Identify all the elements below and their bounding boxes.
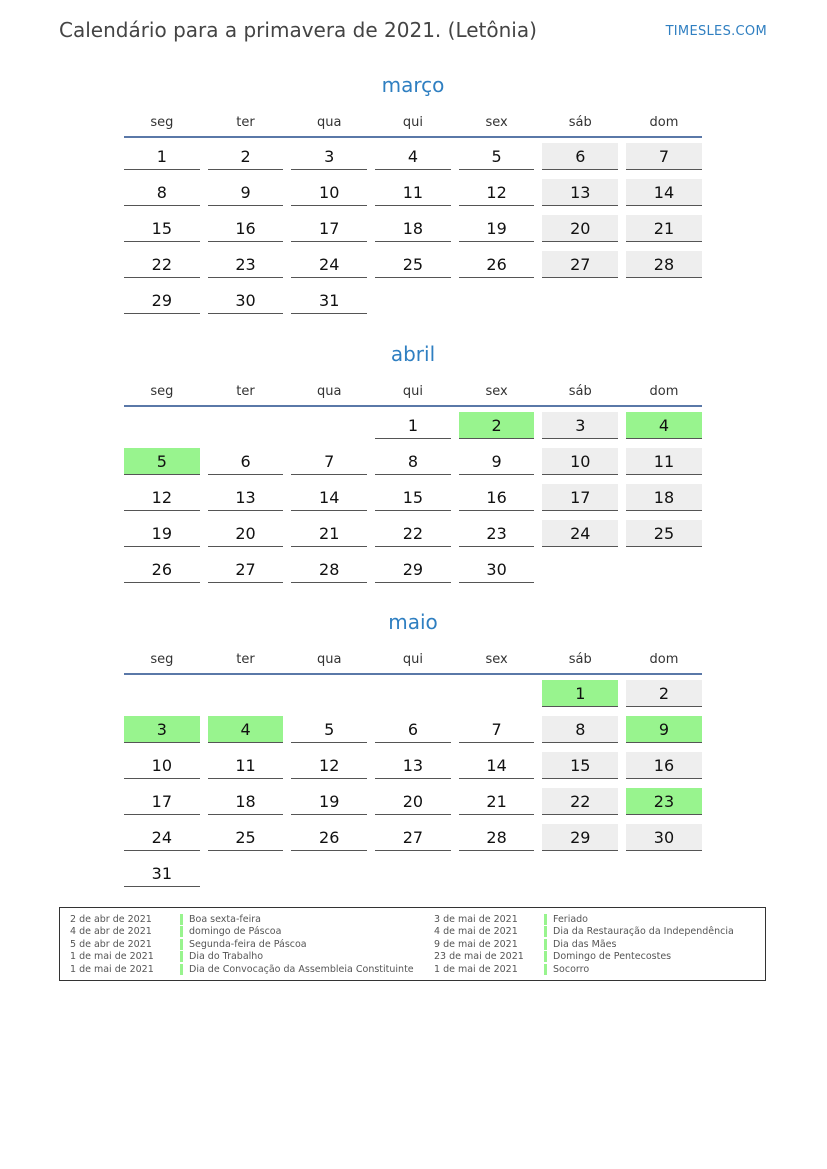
day-number: 8 bbox=[542, 716, 618, 743]
day-number: 19 bbox=[124, 520, 200, 547]
weekday-label: ter bbox=[236, 652, 255, 667]
month-name: março bbox=[381, 73, 445, 97]
empty-cell bbox=[287, 407, 371, 443]
legend-date: 5 de abr de 2021 bbox=[70, 938, 152, 950]
legend-holiday-name: Domingo de Pentecostes bbox=[553, 951, 672, 963]
day-cell bbox=[538, 819, 622, 855]
day-number: 29 bbox=[124, 287, 200, 314]
day-number: 20 bbox=[375, 788, 451, 815]
day-cell bbox=[204, 210, 288, 246]
day-cell bbox=[371, 174, 455, 210]
day-number: 5 bbox=[291, 716, 367, 743]
day-cell bbox=[371, 246, 455, 282]
empty-cell bbox=[204, 675, 288, 711]
legend-date: 3 de mai de 2021 bbox=[434, 913, 518, 925]
day-cell bbox=[622, 407, 706, 443]
day-number: 6 bbox=[375, 716, 451, 743]
day-cell bbox=[622, 246, 706, 282]
day-cell bbox=[120, 819, 204, 855]
weekday-label: seg bbox=[150, 115, 174, 130]
day-cell bbox=[204, 515, 288, 551]
day-cell bbox=[371, 138, 455, 174]
day-cell bbox=[455, 711, 539, 747]
day-number: 6 bbox=[208, 448, 284, 475]
empty-cell bbox=[287, 675, 371, 711]
weekday-header bbox=[120, 641, 706, 667]
legend-column-left bbox=[60, 913, 414, 976]
day-cell bbox=[371, 443, 455, 479]
legend-date: 23 de mai de 2021 bbox=[434, 951, 524, 963]
day-number: 3 bbox=[124, 716, 200, 743]
day-cell bbox=[120, 551, 204, 587]
day-cell bbox=[120, 282, 204, 318]
day-number: 12 bbox=[291, 752, 367, 779]
day-cell bbox=[204, 783, 288, 819]
day-cell bbox=[455, 783, 539, 819]
day-cell bbox=[204, 819, 288, 855]
day-number: 27 bbox=[542, 251, 618, 278]
day-number: 13 bbox=[542, 179, 618, 206]
day-cell bbox=[120, 138, 204, 174]
day-cell bbox=[120, 174, 204, 210]
legend-date: 4 de mai de 2021 bbox=[434, 926, 518, 938]
day-number: 23 bbox=[459, 520, 535, 547]
legend-date: 2 de abr de 2021 bbox=[70, 913, 152, 925]
day-number: 24 bbox=[124, 824, 200, 851]
day-number: 29 bbox=[375, 556, 451, 583]
legend-row bbox=[60, 926, 414, 939]
day-number: 11 bbox=[208, 752, 284, 779]
legend-row bbox=[60, 963, 414, 976]
day-cell bbox=[622, 675, 706, 711]
weekday-label: sáb bbox=[568, 652, 592, 667]
day-cell bbox=[120, 855, 204, 891]
day-grid bbox=[120, 407, 706, 587]
day-number: 19 bbox=[459, 215, 535, 242]
day-cell bbox=[120, 210, 204, 246]
legend-row bbox=[424, 938, 734, 951]
day-cell bbox=[455, 515, 539, 551]
day-cell bbox=[622, 174, 706, 210]
month-1 bbox=[120, 339, 706, 587]
day-number: 23 bbox=[626, 788, 702, 815]
holiday-color-marker bbox=[180, 914, 183, 925]
day-cell bbox=[371, 783, 455, 819]
day-number: 21 bbox=[459, 788, 535, 815]
day-number: 14 bbox=[291, 484, 367, 511]
day-number: 22 bbox=[375, 520, 451, 547]
day-cell bbox=[371, 479, 455, 515]
day-number: 16 bbox=[459, 484, 535, 511]
day-number: 16 bbox=[626, 752, 702, 779]
day-number: 19 bbox=[291, 788, 367, 815]
day-number: 28 bbox=[291, 556, 367, 583]
day-number: 28 bbox=[459, 824, 535, 851]
empty-cell bbox=[120, 407, 204, 443]
day-number: 15 bbox=[124, 215, 200, 242]
day-number: 15 bbox=[542, 752, 618, 779]
weekday-label: qui bbox=[402, 652, 423, 667]
day-grid bbox=[120, 675, 706, 891]
day-number: 24 bbox=[542, 520, 618, 547]
holiday-legend bbox=[59, 907, 766, 981]
day-cell bbox=[204, 443, 288, 479]
day-cell bbox=[538, 479, 622, 515]
day-number: 1 bbox=[124, 143, 200, 170]
legend-row bbox=[60, 938, 414, 951]
day-number: 21 bbox=[291, 520, 367, 547]
day-cell bbox=[287, 819, 371, 855]
legend-row bbox=[60, 913, 414, 926]
day-number: 2 bbox=[459, 412, 535, 439]
day-cell bbox=[204, 282, 288, 318]
legend-row bbox=[424, 926, 734, 939]
day-number: 8 bbox=[124, 179, 200, 206]
legend-row bbox=[424, 913, 734, 926]
day-number: 7 bbox=[459, 716, 535, 743]
day-cell bbox=[622, 783, 706, 819]
empty-cell bbox=[120, 675, 204, 711]
day-grid bbox=[120, 138, 706, 318]
brand-link[interactable]: TIMESLES.COM bbox=[665, 24, 767, 39]
day-number: 25 bbox=[375, 251, 451, 278]
legend-holiday-name: Dia de Convocação da Assembleia Constituinte bbox=[189, 963, 414, 975]
day-cell bbox=[120, 443, 204, 479]
day-number: 30 bbox=[208, 287, 284, 314]
legend-holiday-name: Dia do Trabalho bbox=[189, 951, 264, 963]
day-cell bbox=[371, 747, 455, 783]
day-cell bbox=[371, 551, 455, 587]
legend-date: 1 de mai de 2021 bbox=[434, 963, 518, 975]
day-number: 18 bbox=[375, 215, 451, 242]
day-number: 11 bbox=[375, 179, 451, 206]
weekday-header bbox=[120, 373, 706, 399]
day-cell bbox=[622, 479, 706, 515]
holiday-color-marker bbox=[180, 964, 183, 975]
day-number: 2 bbox=[208, 143, 284, 170]
day-number: 3 bbox=[542, 412, 618, 439]
day-number: 14 bbox=[459, 752, 535, 779]
day-number: 28 bbox=[626, 251, 702, 278]
legend-row bbox=[60, 951, 414, 964]
weekday-label: dom bbox=[649, 115, 679, 130]
day-number: 15 bbox=[375, 484, 451, 511]
day-number: 7 bbox=[291, 448, 367, 475]
day-number: 22 bbox=[124, 251, 200, 278]
day-number: 11 bbox=[626, 448, 702, 475]
day-number: 17 bbox=[291, 215, 367, 242]
day-cell bbox=[287, 783, 371, 819]
day-cell bbox=[287, 174, 371, 210]
day-number: 18 bbox=[208, 788, 284, 815]
day-cell bbox=[287, 747, 371, 783]
day-cell bbox=[120, 711, 204, 747]
day-cell bbox=[287, 282, 371, 318]
day-cell bbox=[455, 819, 539, 855]
holiday-color-marker bbox=[180, 926, 183, 937]
day-cell bbox=[371, 711, 455, 747]
day-number: 31 bbox=[124, 860, 200, 887]
day-number: 5 bbox=[124, 448, 200, 475]
day-cell bbox=[455, 174, 539, 210]
day-number: 30 bbox=[626, 824, 702, 851]
day-cell bbox=[204, 174, 288, 210]
day-number: 20 bbox=[542, 215, 618, 242]
day-number: 10 bbox=[124, 752, 200, 779]
weekday-label: ter bbox=[236, 384, 255, 399]
day-cell bbox=[120, 783, 204, 819]
day-cell bbox=[622, 819, 706, 855]
day-number: 9 bbox=[208, 179, 284, 206]
day-cell bbox=[204, 138, 288, 174]
day-cell bbox=[538, 783, 622, 819]
day-number: 26 bbox=[459, 251, 535, 278]
day-number: 21 bbox=[626, 215, 702, 242]
month-name: maio bbox=[388, 610, 438, 634]
weekday-label: seg bbox=[150, 384, 174, 399]
day-cell bbox=[287, 210, 371, 246]
day-cell bbox=[538, 174, 622, 210]
day-cell bbox=[371, 515, 455, 551]
day-number: 25 bbox=[208, 824, 284, 851]
legend-row bbox=[424, 963, 734, 976]
holiday-color-marker bbox=[180, 939, 183, 950]
legend-holiday-name: Boa sexta-feira bbox=[189, 913, 261, 925]
day-number: 8 bbox=[375, 448, 451, 475]
day-cell bbox=[120, 515, 204, 551]
day-cell bbox=[538, 747, 622, 783]
weekday-label: sáb bbox=[568, 115, 592, 130]
day-cell bbox=[622, 210, 706, 246]
day-cell bbox=[204, 479, 288, 515]
day-cell bbox=[455, 138, 539, 174]
weekday-label: sex bbox=[485, 115, 508, 130]
day-number: 26 bbox=[291, 824, 367, 851]
day-cell bbox=[538, 443, 622, 479]
legend-holiday-name: Socorro bbox=[553, 963, 590, 975]
day-number: 13 bbox=[208, 484, 284, 511]
day-number: 16 bbox=[208, 215, 284, 242]
day-cell bbox=[371, 407, 455, 443]
weekday-label: qua bbox=[316, 652, 342, 667]
day-number: 29 bbox=[542, 824, 618, 851]
day-number: 25 bbox=[626, 520, 702, 547]
day-number: 5 bbox=[459, 143, 535, 170]
day-number: 4 bbox=[626, 412, 702, 439]
day-cell bbox=[287, 551, 371, 587]
day-cell bbox=[622, 747, 706, 783]
day-number: 23 bbox=[208, 251, 284, 278]
day-number: 1 bbox=[375, 412, 451, 439]
day-cell bbox=[538, 515, 622, 551]
legend-date: 4 de abr de 2021 bbox=[70, 926, 152, 938]
day-cell bbox=[287, 443, 371, 479]
day-cell bbox=[455, 551, 539, 587]
day-number: 1 bbox=[542, 680, 618, 707]
weekday-header bbox=[120, 104, 706, 130]
day-cell bbox=[287, 479, 371, 515]
weekday-label: qua bbox=[316, 115, 342, 130]
day-cell bbox=[455, 246, 539, 282]
month-2 bbox=[120, 607, 706, 891]
day-cell bbox=[287, 515, 371, 551]
day-cell bbox=[455, 407, 539, 443]
day-number: 4 bbox=[208, 716, 284, 743]
weekday-label: dom bbox=[649, 652, 679, 667]
empty-cell bbox=[204, 407, 288, 443]
day-cell bbox=[538, 210, 622, 246]
day-cell bbox=[287, 711, 371, 747]
legend-holiday-name: domingo de Páscoa bbox=[189, 926, 282, 938]
month-0 bbox=[120, 70, 706, 318]
weekday-label: sex bbox=[485, 384, 508, 399]
legend-holiday-name: Segunda-feira de Páscoa bbox=[189, 938, 307, 950]
day-cell bbox=[622, 515, 706, 551]
day-number: 22 bbox=[542, 788, 618, 815]
day-cell bbox=[455, 479, 539, 515]
day-cell bbox=[120, 479, 204, 515]
weekday-label: qui bbox=[402, 384, 423, 399]
day-number: 30 bbox=[459, 556, 535, 583]
holiday-color-marker bbox=[544, 926, 547, 937]
day-cell bbox=[204, 551, 288, 587]
holiday-color-marker bbox=[544, 964, 547, 975]
day-number: 27 bbox=[375, 824, 451, 851]
day-number: 7 bbox=[626, 143, 702, 170]
day-number: 12 bbox=[459, 179, 535, 206]
day-number: 4 bbox=[375, 143, 451, 170]
holiday-color-marker bbox=[544, 939, 547, 950]
day-number: 24 bbox=[291, 251, 367, 278]
day-number: 31 bbox=[291, 287, 367, 314]
day-cell bbox=[204, 747, 288, 783]
day-cell bbox=[204, 711, 288, 747]
day-number: 26 bbox=[124, 556, 200, 583]
day-number: 20 bbox=[208, 520, 284, 547]
day-number: 10 bbox=[542, 448, 618, 475]
empty-cell bbox=[455, 675, 539, 711]
weekday-label: ter bbox=[236, 115, 255, 130]
day-cell bbox=[622, 138, 706, 174]
weekday-label: sex bbox=[485, 652, 508, 667]
day-cell bbox=[287, 138, 371, 174]
day-number: 13 bbox=[375, 752, 451, 779]
weekday-label: sáb bbox=[568, 384, 592, 399]
day-number: 12 bbox=[124, 484, 200, 511]
empty-cell bbox=[371, 675, 455, 711]
holiday-color-marker bbox=[544, 951, 547, 962]
day-cell bbox=[538, 138, 622, 174]
day-number: 9 bbox=[626, 716, 702, 743]
day-number: 18 bbox=[626, 484, 702, 511]
legend-row bbox=[424, 951, 734, 964]
day-number: 2 bbox=[626, 680, 702, 707]
weekday-label: qua bbox=[316, 384, 342, 399]
weekday-label: dom bbox=[649, 384, 679, 399]
day-number: 10 bbox=[291, 179, 367, 206]
holiday-color-marker bbox=[180, 951, 183, 962]
legend-date: 1 de mai de 2021 bbox=[70, 963, 154, 975]
day-number: 6 bbox=[542, 143, 618, 170]
day-number: 17 bbox=[124, 788, 200, 815]
day-cell bbox=[622, 711, 706, 747]
page-title: Calendário para a primavera de 2021. (Letônia) bbox=[59, 18, 537, 42]
day-cell bbox=[538, 675, 622, 711]
day-cell bbox=[120, 246, 204, 282]
legend-holiday-name: Dia das Mães bbox=[553, 938, 617, 950]
legend-holiday-name: Dia da Restauração da Independência bbox=[553, 926, 734, 938]
day-cell bbox=[622, 443, 706, 479]
day-cell bbox=[204, 246, 288, 282]
day-number: 27 bbox=[208, 556, 284, 583]
day-cell bbox=[538, 246, 622, 282]
day-cell bbox=[455, 747, 539, 783]
month-name: abril bbox=[390, 342, 436, 366]
day-cell bbox=[455, 443, 539, 479]
day-cell bbox=[371, 210, 455, 246]
day-cell bbox=[287, 246, 371, 282]
day-number: 17 bbox=[542, 484, 618, 511]
legend-holiday-name: Feriado bbox=[553, 913, 588, 925]
day-cell bbox=[371, 819, 455, 855]
day-number: 3 bbox=[291, 143, 367, 170]
weekday-label: seg bbox=[150, 652, 174, 667]
day-cell bbox=[455, 210, 539, 246]
weekday-label: qui bbox=[402, 115, 423, 130]
day-number: 9 bbox=[459, 448, 535, 475]
legend-date: 1 de mai de 2021 bbox=[70, 951, 154, 963]
day-cell bbox=[538, 711, 622, 747]
day-cell bbox=[538, 407, 622, 443]
day-number: 14 bbox=[626, 179, 702, 206]
holiday-color-marker bbox=[544, 914, 547, 925]
legend-date: 9 de mai de 2021 bbox=[434, 938, 518, 950]
day-cell bbox=[120, 747, 204, 783]
legend-column-right bbox=[424, 913, 734, 976]
